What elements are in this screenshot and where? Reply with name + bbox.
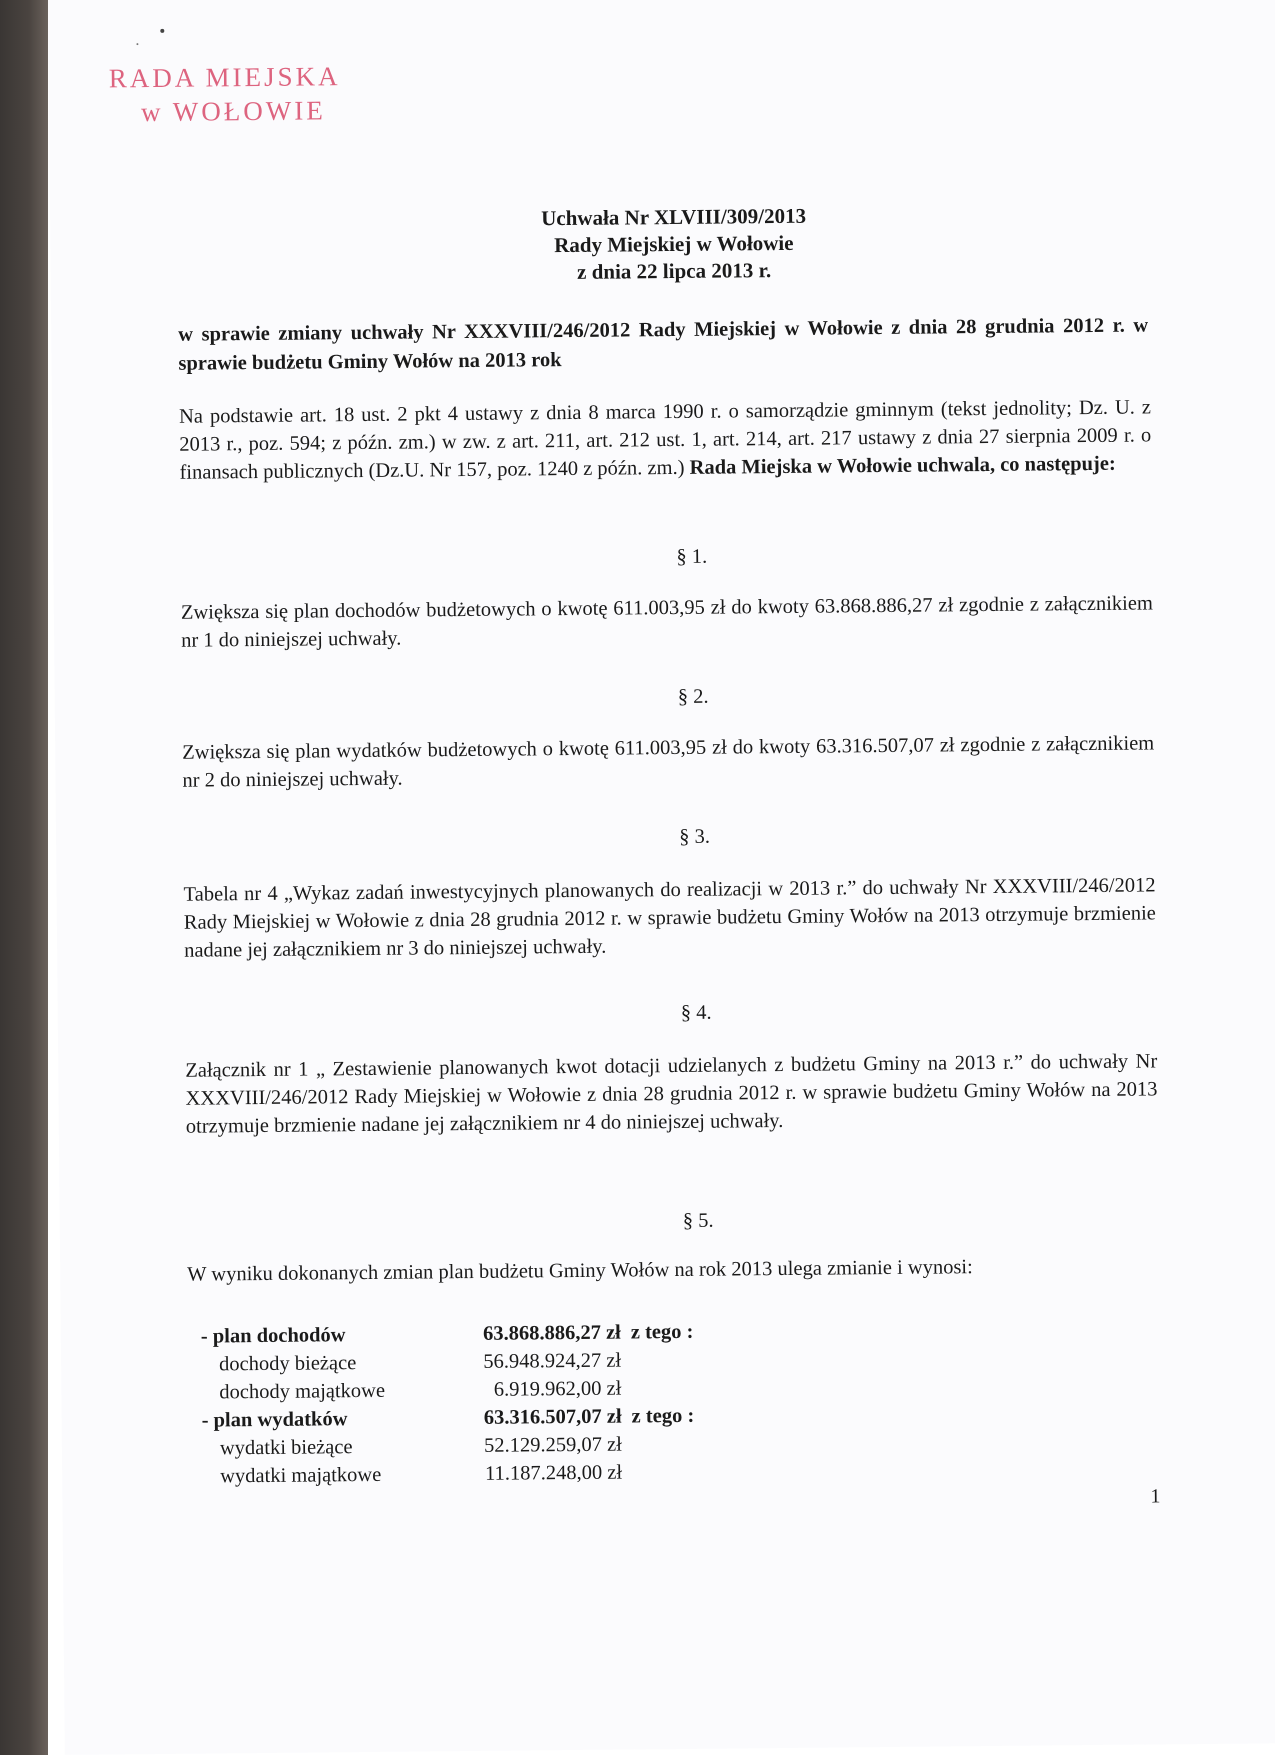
summary-label: wydatki majątkowe	[220, 1463, 382, 1488]
summary-value: 52.129.259,07 zł	[483, 1433, 622, 1457]
council-name: Rady Miejskiej w Wołowie	[554, 230, 794, 258]
council-stamp	[109, 59, 341, 129]
resolution-header	[50, 198, 1275, 291]
page-number: 1	[1150, 1485, 1161, 1508]
legal-basis-text: Na podstawie art. 18 ust. 2 pkt 4 ustawy z dnia 8 marca 1990 r. o samorządzie gminnym (tekst jednolity; Dz. U. z 2013 r., poz. 594; z późn. zm.) w zw. z art. 211, art. 212 ust. 1, art. 214, art. 217 ustawy z dnia 27 sierpnia 2009 r. o finansach publicznych (Dz.U. Nr 157, poz. 1240 z późn. zm.)	[178, 396, 1152, 484]
summary-value: 56.948.924,27 zł	[483, 1349, 622, 1373]
section-text-2: Zwiększa się plan wydatków budżetowych o kwotę 611.003,95 zł do kwoty 63.316.507,07 zł zgodnie z załącznikiem nr 2 do niniejszej uchwały.	[182, 732, 1155, 792]
summary-row	[202, 1458, 695, 1491]
speck	[160, 29, 164, 33]
section-text-3: Tabela nr 4 „Wykaz zadań inwestycyjnych planowanych do realizacji w 2013 r.” do uchwały Nr XXXVIII/246/2012 Rady Miejskiej w Wołowie z dnia 28 grudnia 2012 r. w sprawie budżetu Gminy Wołów na 2013 otrzymuje brzmienie nadane jej załącznikiem nr 3 do niniejszej uchwały.	[183, 874, 1156, 962]
section-text-5: W wyniku dokonanych zmian plan budżetu Gminy Wołów na rok 2013 ulega zmianie i wynosi:	[187, 1256, 973, 1286]
budget-summary	[201, 1318, 695, 1491]
section-mark-1: § 1.	[676, 545, 708, 568]
summary-label: dochody bieżące	[218, 1352, 357, 1376]
legal-basis-decision: Rada Miejska w Wołowie uchwala, co następuje:	[689, 452, 1116, 479]
scan-edge	[0, 0, 48, 1755]
section-text-4: Załącznik nr 1 „ Zestawienie planowanych kwot dotacji udzielanych z budżetu Gminy na 2013 r.” do uchwały Nr XXXVIII/246/2012 Rady Miejskiej w Wołowie z dnia 28 grudnia 2012 r. w sprawie budżetu Gminy Wołów na 2013 otrzymuje brzmienie nadane jej załącznikiem nr 4 do niniejszej uchwały.	[185, 1050, 1158, 1138]
summary-suffix: z tego :	[630, 1320, 694, 1344]
summary-value: 6.919.962,00 zł	[493, 1377, 622, 1401]
resolution-date: z dnia 22 lipca 2013 r.	[576, 258, 772, 284]
summary-label: - plan dochodów	[200, 1324, 346, 1348]
section-mark-2: § 2.	[677, 685, 709, 708]
summary-label: dochody majątkowe	[219, 1379, 386, 1404]
document-page	[48, 0, 1275, 1755]
summary-label: - plan wydatków	[201, 1408, 348, 1432]
summary-value: 11.187.248,00 zł	[485, 1461, 623, 1485]
resolution-subject: w sprawie zmiany uchwały Nr XXXVIII/246/2012 Rady Miejskiej w Wołowie z dnia 28 grudnia 2012 r. w sprawie budżetu Gminy Wołów na 2013 rok	[178, 314, 1149, 375]
section-mark-4: § 4.	[680, 1001, 712, 1024]
resolution-number: Uchwała Nr XLVIII/309/2013	[541, 203, 807, 231]
legal-basis	[179, 393, 1152, 486]
summary-value: 63.868.886,27 zł	[482, 1321, 621, 1345]
stamp-line-1: RADA MIEJSKA	[108, 61, 341, 94]
speck	[136, 43, 138, 45]
summary-suffix: z tego :	[631, 1404, 695, 1428]
summary-value: 63.316.507,07 zł	[483, 1405, 622, 1429]
section-text-1: Zwiększa się plan dochodów budżetowych o kwotę 611.003,95 zł do kwoty 63.868.886,27 zł zgodnie z załącznikiem nr 1 do niniejszej uchwały.	[180, 592, 1153, 652]
summary-label: wydatki bieżące	[219, 1436, 353, 1460]
stamp-line-2: w WOŁOWIE	[140, 95, 326, 128]
section-mark-5: § 5.	[682, 1209, 714, 1232]
section-mark-3: § 3.	[679, 825, 711, 848]
